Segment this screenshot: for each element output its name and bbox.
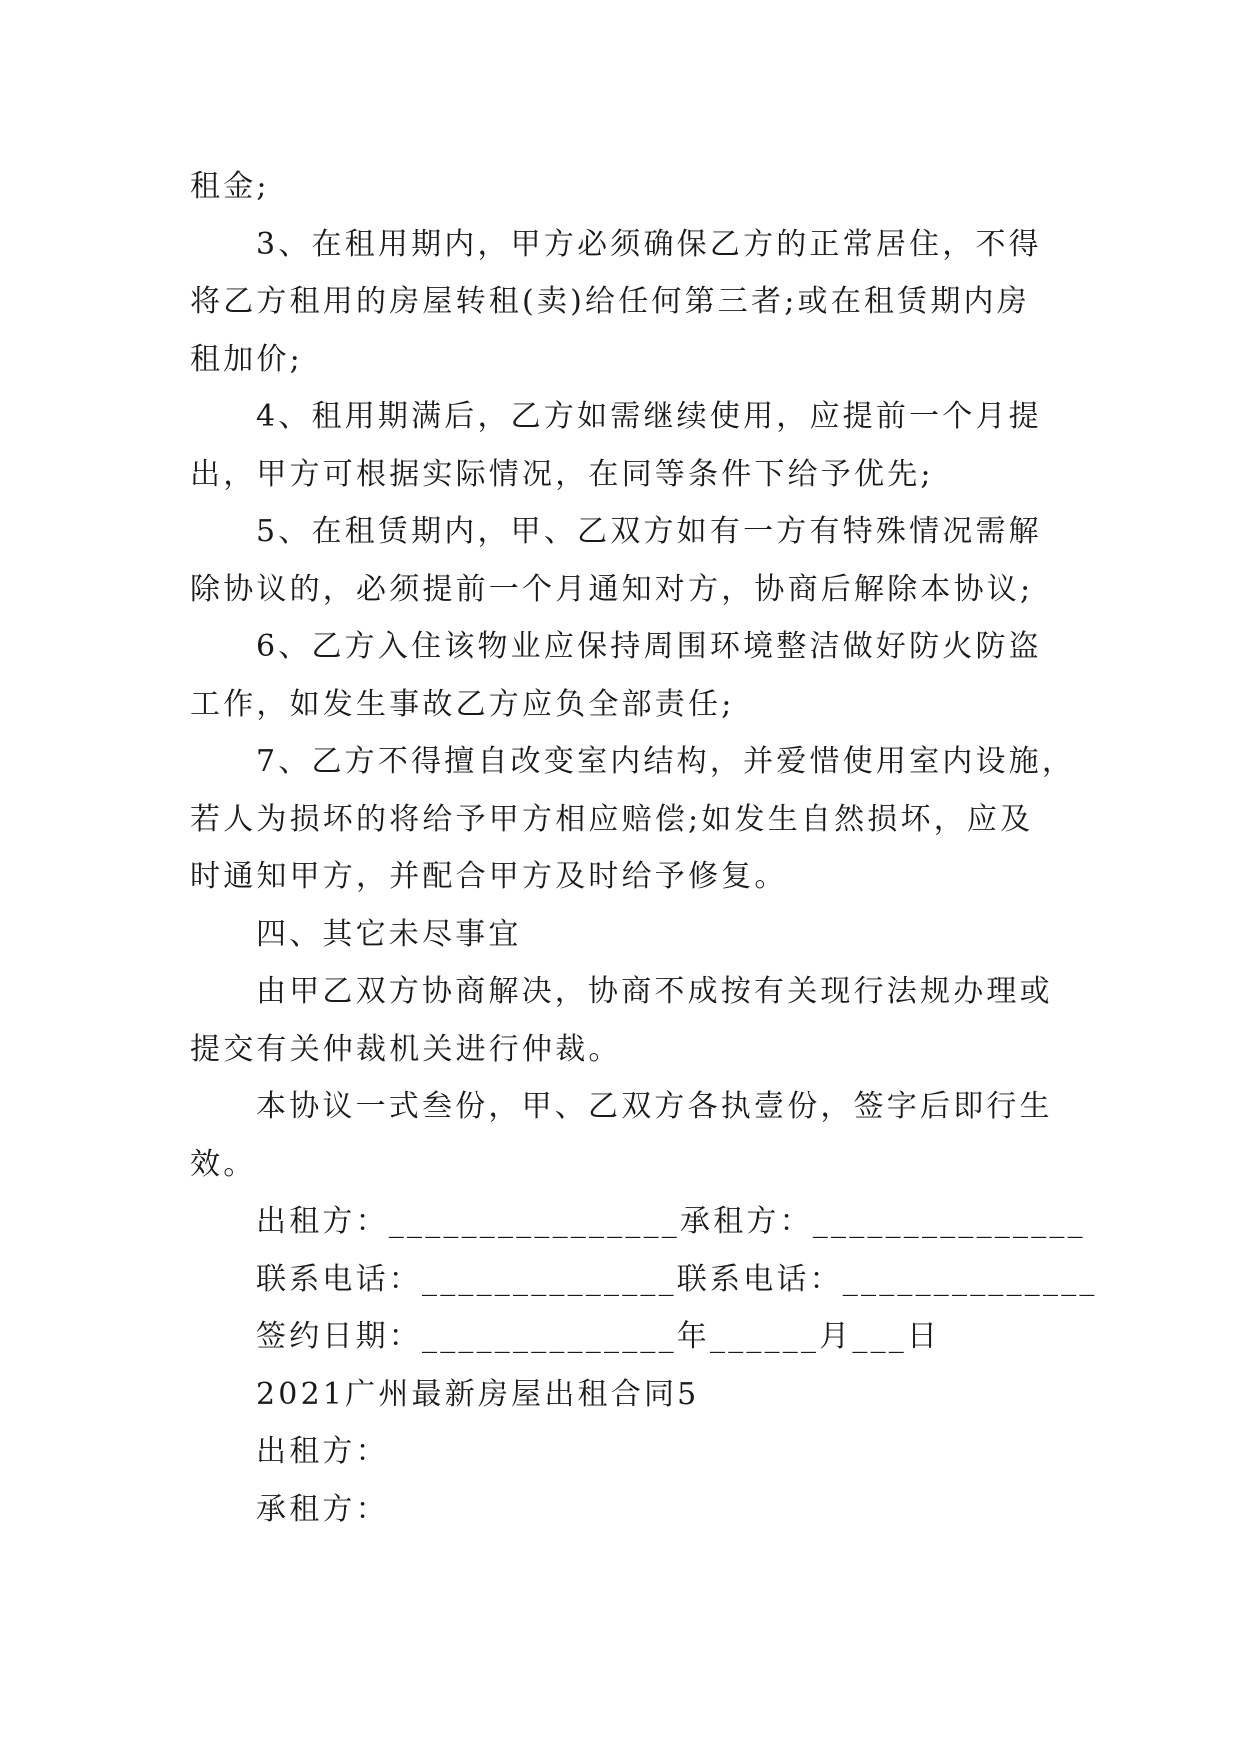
section-4-line-2: 提交有关仲裁机关进行仲裁。 <box>190 1031 622 1067</box>
clause-3-line-3: 租加价; <box>190 341 303 377</box>
copies-line-2: 效。 <box>190 1146 257 1182</box>
clause-7-line-1: 7、乙方不得擅自改变室内结构，并爱惜使用室内设施， <box>256 744 1076 779</box>
copies-line-1: 本协议一式叁份，甲、乙双方各执壹份，签字后即行生 <box>256 1089 1053 1124</box>
clause-7-line-3: 时通知甲方，并配合甲方及时给予修复。 <box>190 859 788 894</box>
clause-6-line-2: 工作，如发生事故乙方应负全部责任; <box>190 686 735 722</box>
lessor-label: 出租方： <box>256 1434 389 1469</box>
lessee-label: 承租方： <box>256 1491 389 1527</box>
clause-7-line-2: 若人为损坏的将给予甲方相应赔偿;如发生自然损坏，应及 <box>190 801 1034 837</box>
clause-4-line-2: 出，甲方可根据实际情况，在同等条件下给予优先; <box>190 456 934 492</box>
signature-phone-line: 联系电话：______________联系电话：______________ <box>256 1261 1098 1297</box>
section-4-line-1: 由甲乙双方协商解决，协商不成按有关现行法规办理或 <box>256 974 1053 1009</box>
clause-5-line-2: 除协议的，必须提前一个月通知对方，协商后解除本协议; <box>190 571 1034 607</box>
clause-3-line-2: 将乙方租用的房屋转租(卖)给任何第三者;或在租赁期内房 <box>190 284 1030 319</box>
section-4-heading: 四、其它未尽事宜 <box>256 916 522 952</box>
clause-6-line-1: 6、乙方入住该物业应保持周围环境整洁做好防火防盗 <box>256 629 1042 664</box>
clause-5-line-1: 5、在租赁期内，甲、乙双方如有一方有特殊情况需解 <box>256 514 1042 549</box>
next-contract-title: 2021广州最新房屋出租合同5 <box>256 1376 700 1412</box>
clause-3-line-1: 3、在租用期内，甲方必须确保乙方的正常居住，不得 <box>256 226 1042 262</box>
clause-4-line-1: 4、租用期满后，乙方如需继续使用，应提前一个月提 <box>256 399 1042 434</box>
document-body <box>190 158 1098 1538</box>
signature-parties-line: 出租方：________________承租方：_______________ <box>256 1204 1086 1239</box>
signature-date-line: 签约日期：______________年______月___日 <box>256 1319 941 1354</box>
text-line-1: 租金; <box>190 169 270 204</box>
